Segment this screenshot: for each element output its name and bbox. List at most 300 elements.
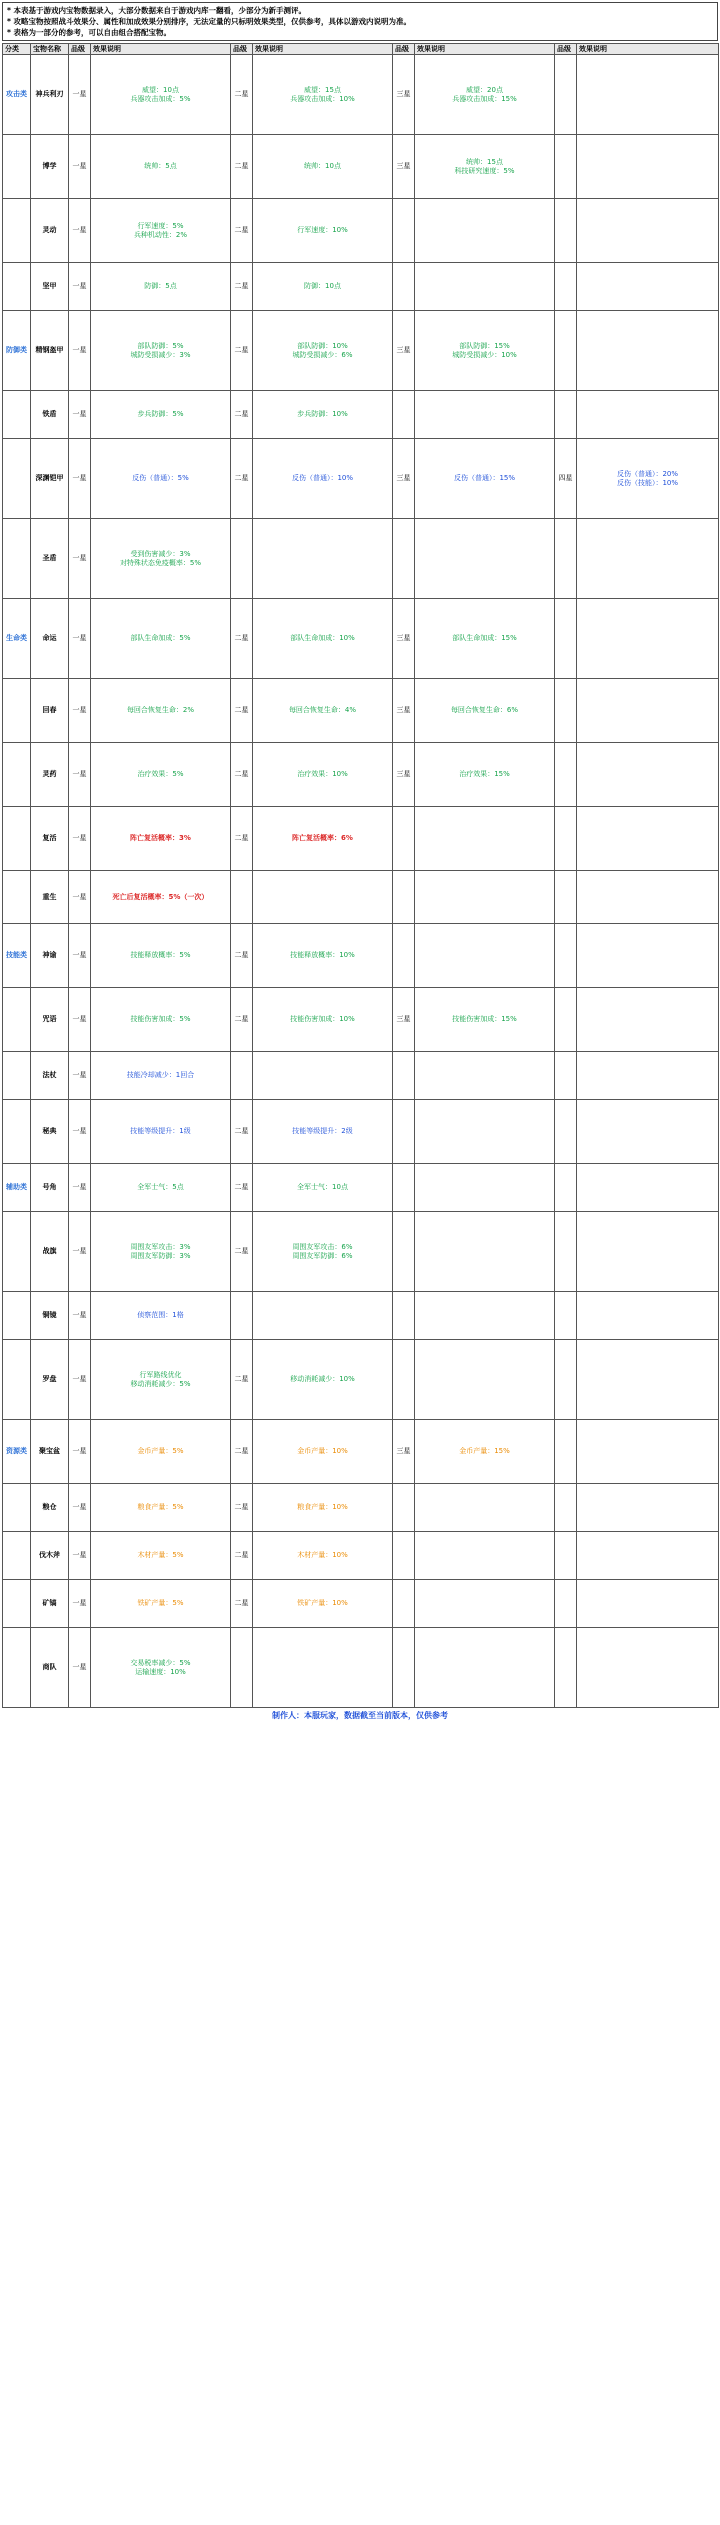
- effect-cell: 防御：5点: [91, 263, 231, 311]
- rank-cell: [393, 263, 415, 311]
- table-row: [3, 924, 719, 988]
- effect-cell: 死亡后复活概率：5%（一次）: [91, 871, 231, 924]
- note-line: * 攻略宝物按照战斗效果分、属性和加成效果分别排序，无法定量的只标明效果类型，仅供参考，具体以游戏内说明为准。: [7, 17, 412, 26]
- effect-cell: [415, 1292, 555, 1340]
- rank-cell: 一星: [69, 1292, 91, 1340]
- rank-cell: [393, 199, 415, 263]
- rank-cell: 三星: [393, 988, 415, 1052]
- rank-cell: 三星: [393, 439, 415, 519]
- effect-cell: 技能冷却减少：1回合: [91, 1052, 231, 1100]
- table-row: [3, 519, 719, 599]
- rank-cell: 一星: [69, 1484, 91, 1532]
- effect-cell: 技能伤害加成：10%: [253, 988, 393, 1052]
- rank-cell: 二星: [231, 988, 253, 1052]
- effect-cell: 统帅：5点: [91, 135, 231, 199]
- rank-cell: 三星: [393, 599, 415, 679]
- effect-cell: 技能等级提升：1级: [91, 1100, 231, 1164]
- effect-cell: [253, 871, 393, 924]
- rank-cell: 一星: [69, 311, 91, 391]
- category-cell: [3, 871, 31, 924]
- effect-cell: [415, 807, 555, 871]
- effect-cell: 金币产量：5%: [91, 1420, 231, 1484]
- rank-cell: [555, 1164, 577, 1212]
- treasure-name-cell: 重生: [31, 871, 69, 924]
- table-row: [3, 1340, 719, 1420]
- rank-cell: 一星: [69, 391, 91, 439]
- rank-cell: [393, 1164, 415, 1212]
- note-line: * 本表基于游戏内宝物数据录入，大部分数据来自于游戏内库一翻看，少部分为新手测评。: [7, 6, 307, 15]
- header-effect: 效果说明: [253, 44, 393, 55]
- effect-cell: 行军速度：5% 兵种机动性：2%: [91, 199, 231, 263]
- effect-cell: 移动消耗减少：10%: [253, 1340, 393, 1420]
- rank-cell: 二星: [231, 599, 253, 679]
- header-weapon: 宝物名称: [31, 44, 69, 55]
- effect-cell: [415, 263, 555, 311]
- category-cell: [3, 1292, 31, 1340]
- effect-cell: 反伤（普通）：5%: [91, 439, 231, 519]
- rank-cell: [555, 55, 577, 135]
- category-cell: 攻击类: [3, 55, 31, 135]
- rank-cell: [555, 1420, 577, 1484]
- treasure-name-cell: 坚甲: [31, 263, 69, 311]
- rank-cell: 二星: [231, 311, 253, 391]
- effect-cell: 每回合恢复生命：2%: [91, 679, 231, 743]
- effect-cell: 技能等级提升：2级: [253, 1100, 393, 1164]
- rank-cell: [393, 1212, 415, 1292]
- category-cell: [3, 1484, 31, 1532]
- effect-cell: [577, 263, 719, 311]
- effect-cell: 技能伤害加成：15%: [415, 988, 555, 1052]
- rank-cell: [231, 871, 253, 924]
- effect-cell: [415, 1532, 555, 1580]
- treasure-name-cell: 深渊铠甲: [31, 439, 69, 519]
- effect-cell: 每回合恢复生命：4%: [253, 679, 393, 743]
- rank-cell: 二星: [231, 135, 253, 199]
- table-row: [3, 135, 719, 199]
- rank-cell: [555, 679, 577, 743]
- rank-cell: [555, 1212, 577, 1292]
- rank-cell: 二星: [231, 743, 253, 807]
- category-cell: [3, 391, 31, 439]
- rank-cell: 二星: [231, 1340, 253, 1420]
- table-header: [3, 44, 719, 55]
- treasure-name-cell: 圣盾: [31, 519, 69, 599]
- rank-cell: 一星: [69, 1100, 91, 1164]
- effect-cell: 周围友军攻击：6% 周围友军防御：6%: [253, 1212, 393, 1292]
- treasure-name-cell: 灵药: [31, 743, 69, 807]
- effect-cell: 周围友军攻击：3% 周围友军防御：3%: [91, 1212, 231, 1292]
- effect-cell: [577, 1628, 719, 1708]
- rank-cell: 一星: [69, 743, 91, 807]
- category-cell: 生命类: [3, 599, 31, 679]
- rank-cell: [555, 1100, 577, 1164]
- rank-cell: 二星: [231, 1532, 253, 1580]
- effect-cell: [577, 679, 719, 743]
- rank-cell: [555, 1580, 577, 1628]
- rank-cell: 一星: [69, 988, 91, 1052]
- rank-cell: [393, 1100, 415, 1164]
- effect-cell: 步兵防御：5%: [91, 391, 231, 439]
- effect-cell: 反伤（普通）：20% 反伤（技能）：10%: [577, 439, 719, 519]
- effect-cell: [577, 1292, 719, 1340]
- effect-cell: [415, 519, 555, 599]
- effect-cell: 治疗效果：15%: [415, 743, 555, 807]
- effect-cell: 木材产量：5%: [91, 1532, 231, 1580]
- treasure-name-cell: 号角: [31, 1164, 69, 1212]
- effect-cell: [253, 519, 393, 599]
- rank-cell: 二星: [231, 1420, 253, 1484]
- rank-cell: 三星: [393, 135, 415, 199]
- rank-cell: [393, 924, 415, 988]
- rank-cell: 二星: [231, 439, 253, 519]
- table-row: [3, 439, 719, 519]
- effect-cell: 行军速度：10%: [253, 199, 393, 263]
- effect-cell: 统帅：15点 科技研究速度：5%: [415, 135, 555, 199]
- effect-cell: 部队生命加成：5%: [91, 599, 231, 679]
- table-row: [3, 1212, 719, 1292]
- rank-cell: 二星: [231, 1100, 253, 1164]
- effect-cell: 防御：10点: [253, 263, 393, 311]
- rank-cell: [555, 871, 577, 924]
- table-row: [3, 263, 719, 311]
- treasure-name-cell: 复活: [31, 807, 69, 871]
- rank-cell: [555, 1628, 577, 1708]
- effect-cell: 威望：10点 兵器攻击加成：5%: [91, 55, 231, 135]
- effect-cell: 技能释放概率：10%: [253, 924, 393, 988]
- effect-cell: [415, 871, 555, 924]
- treasure-name-cell: 铁盾: [31, 391, 69, 439]
- treasure-name-cell: 秘典: [31, 1100, 69, 1164]
- rank-cell: 一星: [69, 807, 91, 871]
- table-row: [3, 1052, 719, 1100]
- effect-cell: [415, 199, 555, 263]
- effect-cell: [577, 1484, 719, 1532]
- effect-cell: 每回合恢复生命：6%: [415, 679, 555, 743]
- treasure-table: [2, 43, 719, 1708]
- rank-cell: 一星: [69, 1164, 91, 1212]
- treasure-name-cell: 矿镐: [31, 1580, 69, 1628]
- table-row: [3, 679, 719, 743]
- rank-cell: [555, 311, 577, 391]
- treasure-name-cell: 精钢盔甲: [31, 311, 69, 391]
- rank-cell: 一星: [69, 1212, 91, 1292]
- category-cell: 资源类: [3, 1420, 31, 1484]
- treasure-name-cell: 伐木斧: [31, 1532, 69, 1580]
- rank-cell: [555, 391, 577, 439]
- effect-cell: [253, 1052, 393, 1100]
- effect-cell: 全军士气：10点: [253, 1164, 393, 1212]
- rank-cell: [555, 519, 577, 599]
- category-cell: 辅助类: [3, 1164, 31, 1212]
- effect-cell: 铁矿产量：5%: [91, 1580, 231, 1628]
- effect-cell: [577, 55, 719, 135]
- rank-cell: 一星: [69, 519, 91, 599]
- treasure-name-cell: 回春: [31, 679, 69, 743]
- effect-cell: 反伤（普通）：15%: [415, 439, 555, 519]
- effect-cell: [415, 924, 555, 988]
- rank-cell: 二星: [231, 1164, 253, 1212]
- rank-cell: [555, 1532, 577, 1580]
- rank-cell: 一星: [69, 135, 91, 199]
- category-cell: [3, 1052, 31, 1100]
- table-row: [3, 1100, 719, 1164]
- treasure-name-cell: 聚宝盆: [31, 1420, 69, 1484]
- rank-cell: 一星: [69, 1052, 91, 1100]
- effect-cell: 全军士气：5点: [91, 1164, 231, 1212]
- effect-cell: 治疗效果：5%: [91, 743, 231, 807]
- rank-cell: [393, 1484, 415, 1532]
- effect-cell: 威望：15点 兵器攻击加成：10%: [253, 55, 393, 135]
- header-effect: 效果说明: [91, 44, 231, 55]
- effect-cell: [577, 311, 719, 391]
- category-cell: [3, 988, 31, 1052]
- effect-cell: 阵亡复活概率：3%: [91, 807, 231, 871]
- table-row: [3, 311, 719, 391]
- header-rank: 品级: [231, 44, 253, 55]
- category-cell: 技能类: [3, 924, 31, 988]
- header-effect: 效果说明: [577, 44, 719, 55]
- category-cell: [3, 679, 31, 743]
- effect-cell: [577, 1580, 719, 1628]
- table-row: [3, 199, 719, 263]
- effect-cell: 统帅：10点: [253, 135, 393, 199]
- category-cell: [3, 1580, 31, 1628]
- effect-cell: 粮食产量：10%: [253, 1484, 393, 1532]
- treasure-name-cell: 粮仓: [31, 1484, 69, 1532]
- category-cell: [3, 1340, 31, 1420]
- effect-cell: 治疗效果：10%: [253, 743, 393, 807]
- effect-cell: [253, 1628, 393, 1708]
- effect-cell: 侦察范围：1格: [91, 1292, 231, 1340]
- table-row: [3, 1580, 719, 1628]
- table-row: [3, 988, 719, 1052]
- effect-cell: [415, 391, 555, 439]
- effect-cell: 步兵防御：10%: [253, 391, 393, 439]
- treasure-name-cell: 神兵利刃: [31, 55, 69, 135]
- category-cell: [3, 1532, 31, 1580]
- rank-cell: 二星: [231, 924, 253, 988]
- effect-cell: [415, 1100, 555, 1164]
- effect-cell: [577, 1164, 719, 1212]
- rank-cell: 二星: [231, 55, 253, 135]
- effect-cell: 技能伤害加成：5%: [91, 988, 231, 1052]
- rank-cell: 一星: [69, 263, 91, 311]
- rank-cell: 二星: [231, 199, 253, 263]
- rank-cell: 一星: [69, 1628, 91, 1708]
- rank-cell: 一星: [69, 199, 91, 263]
- rank-cell: 三星: [393, 743, 415, 807]
- header-category: 分类: [3, 44, 31, 55]
- effect-cell: [577, 135, 719, 199]
- effect-cell: [577, 391, 719, 439]
- category-cell: [3, 439, 31, 519]
- treasure-name-cell: 灵动: [31, 199, 69, 263]
- category-cell: [3, 1212, 31, 1292]
- effect-cell: [577, 519, 719, 599]
- treasure-name-cell: 商队: [31, 1628, 69, 1708]
- rank-cell: [393, 1532, 415, 1580]
- effect-cell: 受到伤害减少：3% 对特殊状态免疫概率：5%: [91, 519, 231, 599]
- effect-cell: 铁矿产量：10%: [253, 1580, 393, 1628]
- rank-cell: [393, 1628, 415, 1708]
- treasure-name-cell: 铜镜: [31, 1292, 69, 1340]
- effect-cell: 部队生命加成：10%: [253, 599, 393, 679]
- rank-cell: 一星: [69, 439, 91, 519]
- effect-cell: [577, 1532, 719, 1580]
- effect-cell: 部队防御：5% 城防受损减少：3%: [91, 311, 231, 391]
- rank-cell: [393, 1292, 415, 1340]
- effect-cell: [415, 1164, 555, 1212]
- table-row: [3, 1532, 719, 1580]
- table-row: [3, 1164, 719, 1212]
- note-line: * 表格为一部分的参考，可以自由组合搭配宝物。: [7, 28, 172, 37]
- rank-cell: 一星: [69, 924, 91, 988]
- effect-cell: 粮食产量：5%: [91, 1484, 231, 1532]
- effect-cell: 金币产量：10%: [253, 1420, 393, 1484]
- effect-cell: 阵亡复活概率：6%: [253, 807, 393, 871]
- rank-cell: 二星: [231, 807, 253, 871]
- category-cell: [3, 199, 31, 263]
- table-row: [3, 807, 719, 871]
- rank-cell: 三星: [393, 679, 415, 743]
- rank-cell: [555, 599, 577, 679]
- rank-cell: [555, 135, 577, 199]
- rank-cell: 三星: [393, 55, 415, 135]
- effect-cell: [577, 807, 719, 871]
- rank-cell: 三星: [393, 1420, 415, 1484]
- rank-cell: 四星: [555, 439, 577, 519]
- rank-cell: 二星: [231, 391, 253, 439]
- table-row: [3, 55, 719, 135]
- category-cell: [3, 519, 31, 599]
- table-body: [3, 55, 719, 1708]
- treasure-name-cell: 战旗: [31, 1212, 69, 1292]
- table-row: [3, 1420, 719, 1484]
- header-rank: 品级: [69, 44, 91, 55]
- effect-cell: [577, 988, 719, 1052]
- effect-cell: 部队防御：10% 城防受损减少：6%: [253, 311, 393, 391]
- rank-cell: 一星: [69, 599, 91, 679]
- rank-cell: [555, 1052, 577, 1100]
- effect-cell: 行军路线优化 移动消耗减少：5%: [91, 1340, 231, 1420]
- footer-credit: 制作人：本服玩家，数据截至当前版本，仅供参考: [272, 1711, 448, 1720]
- effect-cell: 交易税率减少：5% 运输速度：10%: [91, 1628, 231, 1708]
- treasure-name-cell: 命运: [31, 599, 69, 679]
- effect-cell: 金币产量：15%: [415, 1420, 555, 1484]
- effect-cell: [577, 871, 719, 924]
- rank-cell: [555, 743, 577, 807]
- category-cell: [3, 743, 31, 807]
- rank-cell: [231, 1292, 253, 1340]
- rank-cell: [393, 391, 415, 439]
- rank-cell: 一星: [69, 55, 91, 135]
- rank-cell: [555, 1484, 577, 1532]
- table-row: [3, 1628, 719, 1708]
- rank-cell: [393, 1340, 415, 1420]
- category-cell: [3, 263, 31, 311]
- rank-cell: 二星: [231, 679, 253, 743]
- rank-cell: [555, 988, 577, 1052]
- effect-cell: [415, 1580, 555, 1628]
- rank-cell: 一星: [69, 871, 91, 924]
- rank-cell: [555, 924, 577, 988]
- category-cell: [3, 807, 31, 871]
- category-cell: [3, 1100, 31, 1164]
- effect-cell: 部队防御：15% 城防受损减少：10%: [415, 311, 555, 391]
- table-row: [3, 1484, 719, 1532]
- treasure-name-cell: 罗盘: [31, 1340, 69, 1420]
- effect-cell: [577, 1212, 719, 1292]
- effect-cell: [577, 1340, 719, 1420]
- rank-cell: 三星: [393, 311, 415, 391]
- effect-cell: [577, 743, 719, 807]
- rank-cell: 二星: [231, 1212, 253, 1292]
- rank-cell: [393, 871, 415, 924]
- rank-cell: 一星: [69, 1532, 91, 1580]
- rank-cell: 一星: [69, 1340, 91, 1420]
- header-effect: 效果说明: [415, 44, 555, 55]
- rank-cell: [555, 263, 577, 311]
- treasure-name-cell: 咒语: [31, 988, 69, 1052]
- rank-cell: [231, 1628, 253, 1708]
- effect-cell: [577, 1420, 719, 1484]
- header-rank: 品级: [393, 44, 415, 55]
- effect-cell: 木材产量：10%: [253, 1532, 393, 1580]
- rank-cell: 一星: [69, 679, 91, 743]
- table-row: [3, 599, 719, 679]
- rank-cell: [555, 1340, 577, 1420]
- effect-cell: [415, 1628, 555, 1708]
- category-cell: [3, 1628, 31, 1708]
- effect-cell: [577, 1100, 719, 1164]
- rank-cell: [393, 519, 415, 599]
- effect-cell: [577, 1052, 719, 1100]
- effect-cell: [577, 924, 719, 988]
- effect-cell: 技能释放概率：5%: [91, 924, 231, 988]
- effect-cell: 威望：20点 兵器攻击加成：15%: [415, 55, 555, 135]
- rank-cell: [231, 1052, 253, 1100]
- effect-cell: [415, 1212, 555, 1292]
- effect-cell: [577, 199, 719, 263]
- table-row: [3, 743, 719, 807]
- treasure-name-cell: 法杖: [31, 1052, 69, 1100]
- table-row: [3, 1292, 719, 1340]
- effect-cell: 部队生命加成：15%: [415, 599, 555, 679]
- rank-cell: 一星: [69, 1580, 91, 1628]
- rank-cell: 二星: [231, 1484, 253, 1532]
- rank-cell: [555, 807, 577, 871]
- treasure-name-cell: 博学: [31, 135, 69, 199]
- rank-cell: 二星: [231, 263, 253, 311]
- rank-cell: 一星: [69, 1420, 91, 1484]
- table-row: [3, 871, 719, 924]
- rank-cell: 二星: [231, 1580, 253, 1628]
- effect-cell: [577, 599, 719, 679]
- effect-cell: 反伤（普通）：10%: [253, 439, 393, 519]
- effect-cell: [415, 1484, 555, 1532]
- rank-cell: [231, 519, 253, 599]
- effect-cell: [415, 1052, 555, 1100]
- rank-cell: [555, 199, 577, 263]
- notes-box: [2, 2, 718, 41]
- header-rank: 品级: [555, 44, 577, 55]
- rank-cell: [393, 1052, 415, 1100]
- effect-cell: [253, 1292, 393, 1340]
- category-cell: 防御类: [3, 311, 31, 391]
- category-cell: [3, 135, 31, 199]
- rank-cell: [393, 807, 415, 871]
- table-row: [3, 391, 719, 439]
